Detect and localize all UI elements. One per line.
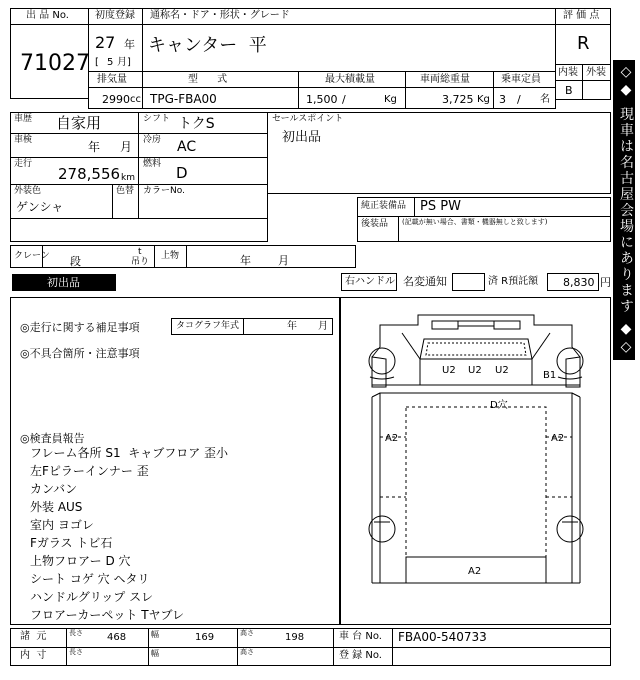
history: 自家用: [56, 114, 102, 132]
inspector-line: 外装 AUS: [30, 500, 83, 514]
year-unit: 年: [124, 38, 135, 51]
first-reg-label: 初度登録: [95, 10, 135, 21]
mark-a2-bottom: A2: [468, 566, 482, 577]
inspector-line: シート コゲ 穴 ヘタリ: [30, 572, 150, 586]
reg-month-open: [: [95, 57, 99, 68]
reg-year: 27: [95, 33, 116, 52]
inspector-line: カンバン: [30, 482, 78, 496]
grade-label: 評 価 点: [563, 10, 600, 21]
fuel: D: [176, 164, 188, 182]
history-label: 車歴: [14, 114, 33, 124]
inspector-line: フレーム各所 S1 キャブフロア 歪小: [30, 446, 229, 460]
grade: R: [577, 33, 590, 54]
yen-unit: 円: [600, 276, 611, 289]
aftermarket-label: 後装品: [361, 219, 389, 229]
mark-u2-c: U2: [495, 365, 509, 376]
mark-b1: B1: [543, 370, 557, 381]
inspection-year: 年: [88, 140, 101, 154]
mark-a2-right: A2: [551, 433, 565, 444]
model-name-label: 通称名・ドア・形状・グレード: [150, 10, 290, 21]
ac: AC: [177, 139, 197, 155]
max-load-slash: /: [342, 93, 346, 106]
mark-u2-b: U2: [468, 365, 482, 376]
inner-dims-label: 内 寸: [20, 650, 47, 661]
model-type: TPG-FBA00: [150, 92, 217, 106]
width-label: 幅: [151, 630, 159, 639]
mileage-unit: km: [121, 173, 135, 183]
aftermarket-note: (記載が無い場合、書類・機器無しと致します): [402, 218, 548, 226]
crane-row: [10, 245, 356, 268]
capacity-label: 乗車定員: [501, 74, 541, 85]
sales-point-label: セールスポイント: [272, 114, 344, 124]
max-load: 1,500: [306, 93, 338, 106]
color-no-label: カラーNo.: [143, 186, 185, 196]
mileage: 278,556: [58, 165, 121, 183]
inspector-line: フロアーカーペット Tヤブレ: [30, 608, 185, 622]
crane-hang: 吊り: [131, 257, 150, 267]
crane-stage: 段: [70, 255, 81, 268]
shift: トクS: [178, 116, 215, 132]
chassis: FBA00-540733: [398, 630, 487, 644]
inspector-line: 室内 ヨゴレ: [30, 518, 94, 532]
r-fee-label: 済 R預託額: [488, 276, 539, 287]
tachograph-label: タコグラフ年式: [176, 321, 240, 331]
model-type-label: 型 式: [188, 74, 228, 85]
gross-weight: 3,725: [442, 93, 474, 106]
capacity-unit: 名: [540, 94, 550, 105]
gross-weight-label: 車両総重量: [420, 74, 470, 85]
tachograph-month: 月: [318, 321, 328, 332]
shift-label: シフト: [143, 114, 171, 124]
interior-grade: B: [565, 84, 573, 97]
reg-month: 5: [107, 57, 114, 68]
inner-height-label: 高さ: [240, 648, 254, 656]
details-left-box: [10, 112, 268, 242]
specs-label-row: [88, 71, 556, 88]
chassis-label: 車 台 No.: [339, 631, 382, 642]
right-hand-label: 右ハンドル: [345, 276, 395, 287]
oem-equipment: PS PW: [420, 199, 461, 214]
height: 198: [285, 632, 305, 643]
first-listing-banner-text: 初出品: [47, 276, 80, 289]
color: ゲンシャ: [16, 200, 64, 214]
exterior-grade-box: [582, 80, 611, 100]
displacement: 2990: [102, 93, 130, 106]
length-label: 長さ: [69, 629, 83, 637]
lot-no-label: 出 品 No.: [26, 10, 69, 21]
tachograph-year: 年: [287, 321, 297, 332]
body-year: 年: [240, 254, 251, 267]
mark-a2-left: A2: [385, 433, 399, 444]
r-fee: 8,830: [563, 276, 595, 289]
sales-point-box: [267, 112, 611, 194]
inspector-line: ハンドルグリップ スレ: [30, 590, 154, 604]
inspector-line: 上物フロアー D 穴: [30, 554, 131, 568]
inspection-month: 月: [120, 140, 133, 154]
gross-weight-unit: Kg: [477, 94, 490, 105]
capacity-slash: /: [517, 93, 521, 106]
inspector-line: Fガラス トビ石: [30, 536, 113, 550]
color-change-label: 色替: [116, 186, 135, 196]
mileage-label: 走行: [14, 159, 33, 169]
height-label: 高さ: [240, 629, 254, 637]
max-load-label: 最大積載量: [325, 74, 375, 85]
inspection-label: 車検: [14, 135, 33, 145]
inspector-title: ◎検査員報告: [20, 432, 85, 445]
name-change-label: 名変通知: [403, 275, 447, 288]
crane-ton: t: [138, 247, 142, 257]
location-banner-text: ◇◆ 現車は名古屋会場にあります ◆◇: [618, 64, 634, 357]
inner-width-label: 幅: [151, 649, 159, 658]
displacement-label: 排気量: [97, 74, 127, 85]
supplement-title: ◎走行に関する補足事項: [20, 321, 140, 334]
name-change-box: [452, 273, 485, 291]
displacement-unit: cc: [130, 94, 141, 105]
month-unit: 月]: [117, 57, 131, 68]
crane-label: クレーン: [14, 251, 50, 261]
model-name: キャンター 平: [148, 35, 267, 56]
capacity: 3: [499, 93, 506, 106]
interior-label: 内装: [558, 67, 578, 78]
length: 468: [107, 632, 127, 643]
defects-title: ◎不具合箇所・注意事項: [20, 347, 140, 360]
registration-label: 登 録 No.: [339, 650, 382, 661]
mark-d-hole: D穴: [490, 400, 508, 411]
color-label: 外装色: [14, 186, 42, 196]
sales-point: 初出品: [282, 130, 322, 145]
mark-u2-a: U2: [442, 365, 456, 376]
inner-length-label: 長さ: [69, 648, 83, 656]
dims-label: 諸 元: [20, 631, 47, 642]
lot-no: 71027: [20, 51, 90, 76]
ac-label: 冷房: [143, 135, 162, 145]
inspector-line: 左Fピラーインナー 歪: [30, 464, 149, 478]
body-label: 上物: [161, 251, 180, 261]
max-load-unit: Kg: [384, 94, 397, 105]
oem-equipment-label: 純正装備品: [361, 201, 407, 211]
body-month: 月: [278, 254, 289, 267]
exterior-label: 外装: [586, 67, 606, 78]
width: 169: [195, 632, 215, 643]
fuel-label: 燃料: [143, 159, 162, 169]
